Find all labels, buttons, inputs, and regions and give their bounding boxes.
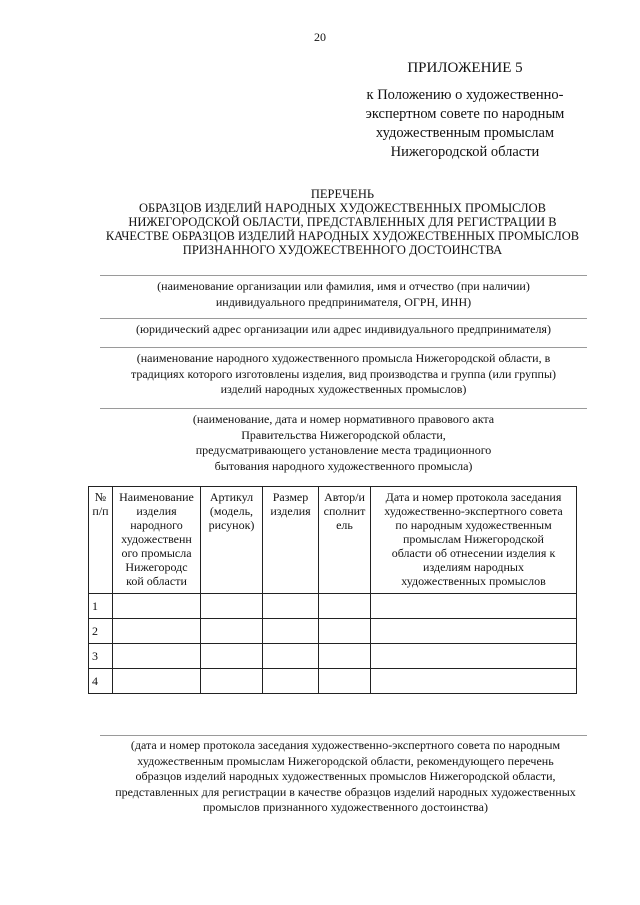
column-header-author: Автор/и сполнит ель — [319, 487, 371, 594]
table-row — [89, 644, 577, 669]
craft-caption: (наименование народного художественного промысла Нижегородской области, в традициях которого изготовлены изделия, вид производства и группа (или группы) изделий народных художественных промыслов) — [130, 351, 557, 396]
column-header-name: Наименование изделия народного художественн ого промысла Нижегородс кой области — [113, 487, 201, 594]
legal-act-caption: (наименование, дата и номер нормативного правового акта Правительства Нижегородской области, предусматривающего установление места традиционного бытования народного художественного промысла) — [192, 412, 495, 473]
address-field-line — [100, 318, 587, 319]
table-cell[interactable] — [319, 594, 371, 619]
organization-field-line — [100, 275, 587, 276]
table-cell[interactable] — [201, 669, 263, 694]
column-header-number: № п/п — [89, 487, 113, 594]
title-line: НИЖЕГОРОДСКОЙ ОБЛАСТИ, ПРЕДСТАВЛЕННЫХ ДЛЯ РЕГИСТРАЦИИ В — [128, 215, 557, 229]
craft-field-line — [100, 347, 587, 348]
page-number: 20 — [314, 30, 326, 44]
row-number: 4 — [89, 669, 113, 694]
table-row — [89, 594, 577, 619]
table-cell[interactable] — [201, 594, 263, 619]
title-line: ПРИЗНАННОГО ХУДОЖЕСТВЕННОГО ДОСТОИНСТВА — [182, 243, 503, 257]
protocol-field-line — [100, 735, 587, 736]
table-row — [89, 619, 577, 644]
appendix-line: художественным промыслам — [375, 125, 555, 141]
document-title — [70, 187, 615, 257]
table-row — [89, 669, 577, 694]
table-cell[interactable] — [263, 669, 319, 694]
table-cell[interactable] — [371, 669, 577, 694]
table-cell[interactable] — [113, 619, 201, 644]
row-number: 1 — [89, 594, 113, 619]
title-line: ОБРАЗЦОВ ИЗДЕЛИЙ НАРОДНЫХ ХУДОЖЕСТВЕННЫХ ПРОМЫСЛОВ — [138, 201, 547, 215]
organization-caption: (наименование организации или фамилия, имя и отчество (при наличии) индивидуального предпринимателя, ОГРН, ИНН) — [157, 279, 530, 309]
table-cell[interactable] — [201, 619, 263, 644]
table-cell[interactable] — [319, 669, 371, 694]
appendix-block — [350, 60, 580, 162]
row-number: 2 — [89, 619, 113, 644]
table-cell[interactable] — [113, 669, 201, 694]
row-number: 3 — [89, 644, 113, 669]
title-line: КАЧЕСТВЕ ОБРАЗЦОВ ИЗДЕЛИЙ НАРОДНЫХ ХУДОЖЕСТВЕННЫХ ПРОМЫСЛОВ — [105, 229, 580, 243]
table-header-row — [89, 487, 577, 594]
column-header-article: Артикул (модель, рисунок) — [201, 487, 263, 594]
column-header-protocol: Дата и номер протокола заседания художественно-экспертного совета по народным художественным промыслам Нижегородской области об отнесении изделия к изделиям народных художественных промыслов — [371, 487, 577, 594]
table-cell[interactable] — [263, 594, 319, 619]
column-header-size: Размер изделия — [263, 487, 319, 594]
table-cell[interactable] — [113, 594, 201, 619]
appendix-label: ПРИЛОЖЕНИЕ 5 — [407, 60, 523, 76]
appendix-line: Нижегородской области — [390, 144, 540, 160]
protocol-caption: (дата и номер протокола заседания художественно-экспертного совета по народным художественным промыслам Нижегородской области, рекомендующего перечень образцов изделий народных художественных промыслов Нижегородской области, представленных для регистрации в качестве образцов изделий народных художественных промыслов признанного художественного достоинства) — [115, 738, 576, 814]
table-cell[interactable] — [319, 644, 371, 669]
table-cell[interactable] — [263, 619, 319, 644]
table-cell[interactable] — [319, 619, 371, 644]
table-cell[interactable] — [371, 619, 577, 644]
appendix-line: экспертном совете по народным — [365, 106, 565, 122]
table-cell[interactable] — [371, 594, 577, 619]
table-cell[interactable] — [263, 644, 319, 669]
title-heading: ПЕРЕЧЕНЬ — [310, 187, 375, 201]
table-cell[interactable] — [201, 644, 263, 669]
address-caption: (юридический адрес организации или адрес индивидуального предпринимателя) — [136, 322, 551, 336]
samples-table — [88, 486, 577, 694]
legal-act-field-line — [100, 408, 587, 409]
table-cell[interactable] — [371, 644, 577, 669]
appendix-line: к Положению о художественно- — [366, 87, 564, 103]
table-cell[interactable] — [113, 644, 201, 669]
